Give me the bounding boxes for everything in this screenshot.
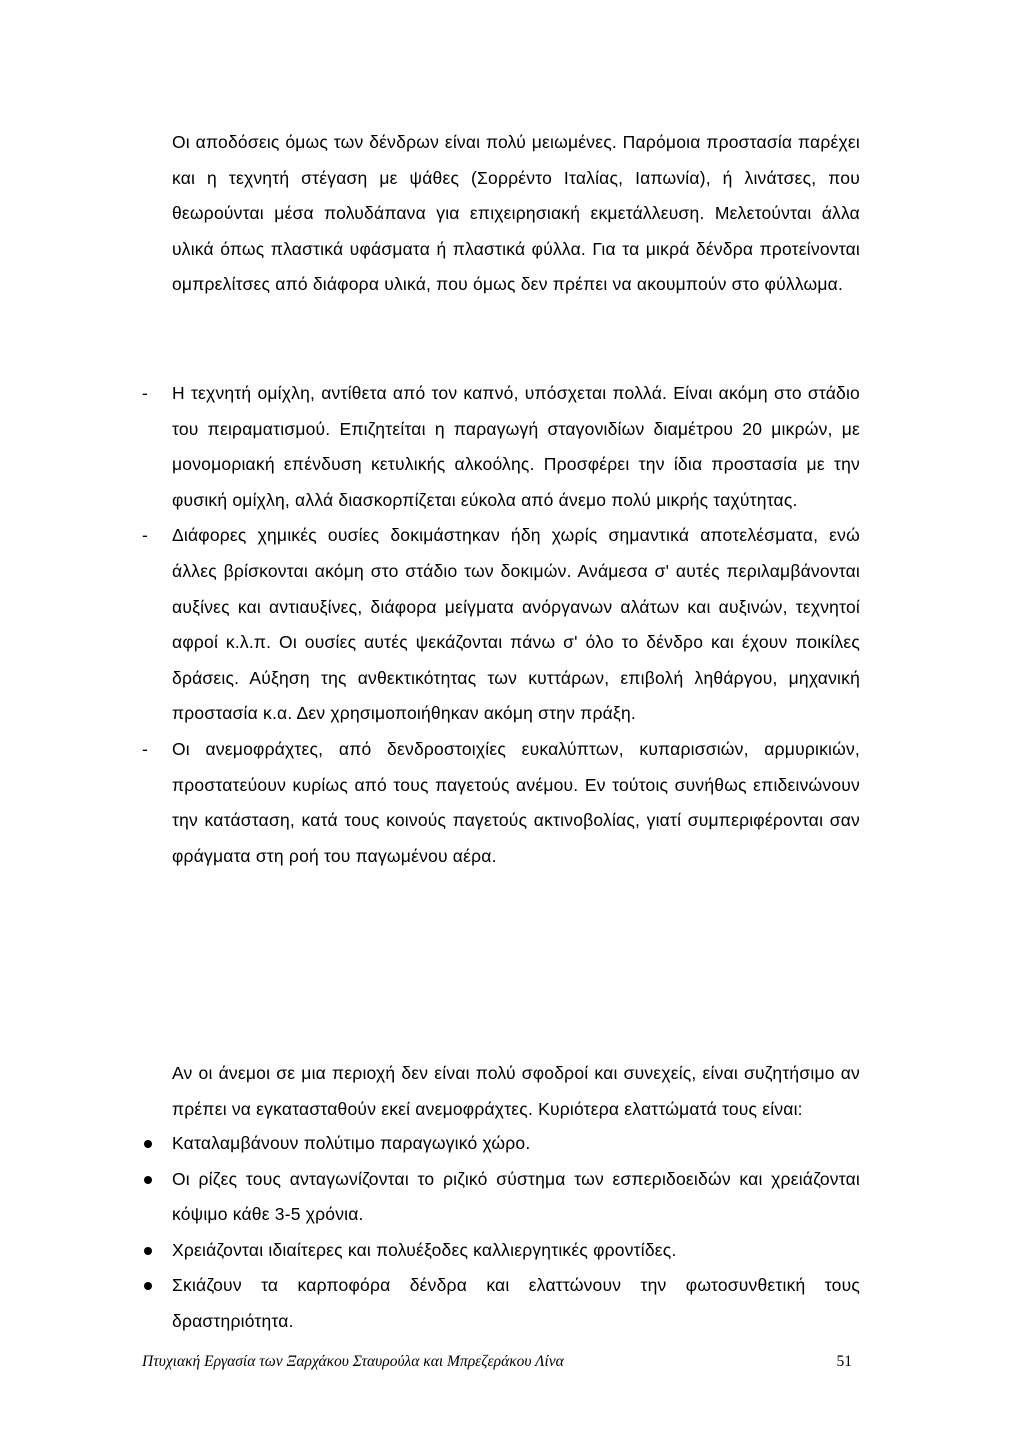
bullet-item-text: Σκιάζουν τα καρποφόρα δένδρα και ελαττώνουν την φωτοσυνθετική τους δραστηριότητα. xyxy=(172,1275,860,1331)
dash-marker: - xyxy=(142,525,149,546)
bullet-item-text: Καταλαμβάνουν πολύτιμο παραγωγικό χώρο. xyxy=(172,1133,531,1153)
bullet-list-item xyxy=(142,1233,860,1269)
dash-marker: - xyxy=(142,738,149,759)
dash-item-text: Η τεχνητή ομίχλη, αντίθετα από τον καπνό, υπόσχεται πολλά. Είναι ακόμη στο στάδιο του πειραματισμού. Επιζητείται η παραγωγή σταγονιδίων διαμέτρου 20 μικρών, με μονομοριακή επένδυση κετυλικής αλκοόλης. Προσφέρει την ίδια προστασία με την φυσική ομίχλη, αλλά διασκορπίζεται εύκολα από άνεμο πολύ μικρής ταχύτητας. xyxy=(172,383,860,510)
bullet-icon xyxy=(144,1247,152,1255)
dash-list-item xyxy=(142,732,860,874)
dash-list-item xyxy=(142,518,860,732)
page-number: 51 xyxy=(836,1353,852,1370)
bullet-item-text: Χρειάζονται ιδιαίτερες και πολυέξοδες καλλιεργητικές φροντίδες. xyxy=(172,1239,677,1260)
dash-list xyxy=(142,376,860,874)
windbreak-paragraph: Αν οι άνεμοι σε μια περιοχή δεν είναι πολύ σφοδροί και συνεχείς, είναι συζητήσιμο αν πρέπει να εγκατασταθούν εκεί ανεμοφράχτες. Κυριότερα ελαττώματά τους είναι: xyxy=(172,1063,860,1119)
bullet-icon xyxy=(144,1176,152,1184)
dash-item-text: Οι ανεμοφράχτες, από δενδροστοιχίες ευκαλύπτων, κυπαρισσιών, αρμυρικιών, προστατεύουν κυρίως από τους παγετούς ανέμου. Εν τούτοις συνήθως επιδεινώνουν την κατάσταση, κατά τους κοινούς παγετούς ακτινοβολίας, γιατί συμπεριφέρονται σαν φράγματα στη ροή του παγωμένου αέρα. xyxy=(172,738,860,866)
dash-item-text: Διάφορες χημικές ουσίες δοκιμάστηκαν ήδη χωρίς σημαντικά αποτελέσματα, ενώ άλλες βρίσκονται ακόμη στο στάδιο των δοκιμών. Ανάμεσα σ' αυτές περιλαμβάνονται αυξίνες και αντιαυξίνες, διάφορα μείγματα ανόργανων αλάτων και αυξινών, τεχνητοί αφροί κ.λ.π. Οι ουσίες αυτές ψεκάζονται πάνω σ' όλο το δένδρο και έχουν ποικίλες δράσεις. Αύξηση της ανθεκτικότητας των κυττάρων, επιβολή ληθάργου, μηχανική προστασία κ.α. Δεν χρησιμοποιήθηκαν ακόμη στην πράξη. xyxy=(172,525,860,724)
bullet-list-item xyxy=(142,1268,860,1339)
dash-marker: - xyxy=(142,383,149,403)
intro-paragraph: Οι αποδόσεις όμως των δένδρων είναι πολύ μειωμένες. Παρόμοια προστασία παρέχει και η τεχνητή στέγαση με ψάθες (Σορρέντο Ιταλίας, Ιαπωνία), ή λινάτσες, που θεωρούνται μέσα πολυδάπανα για επιχειρησιακή εκμετάλλευση. Μελετούνται άλλα υλικά όπως πλαστικά υφάσματα ή πλαστικά φύλλα. Για τα μικρά δένδρα προτείνονται ομπρελίτσες από διάφορα υλικά, που όμως δεν πρέπει να ακουμπούν στο φύλλωμα. xyxy=(172,132,860,295)
bullet-item-text: Οι ρίζες τους ανταγωνίζονται το ριζικό σύστημα των εσπεριδοειδών και χρειάζονται κόψιμο κάθε 3-5 χρόνια. xyxy=(172,1168,860,1225)
dash-list-item xyxy=(142,376,860,518)
bullet-list-item xyxy=(142,1126,860,1162)
footer-title: Πτυχιακή Εργασία των Ξαρχάκου Σταυρούλα και Μπρεζεράκου Λίνα xyxy=(142,1353,564,1370)
drawbacks-list xyxy=(142,1126,860,1340)
bullet-list-item xyxy=(142,1162,860,1233)
bullet-icon xyxy=(144,1140,152,1148)
bullet-icon xyxy=(144,1282,152,1290)
